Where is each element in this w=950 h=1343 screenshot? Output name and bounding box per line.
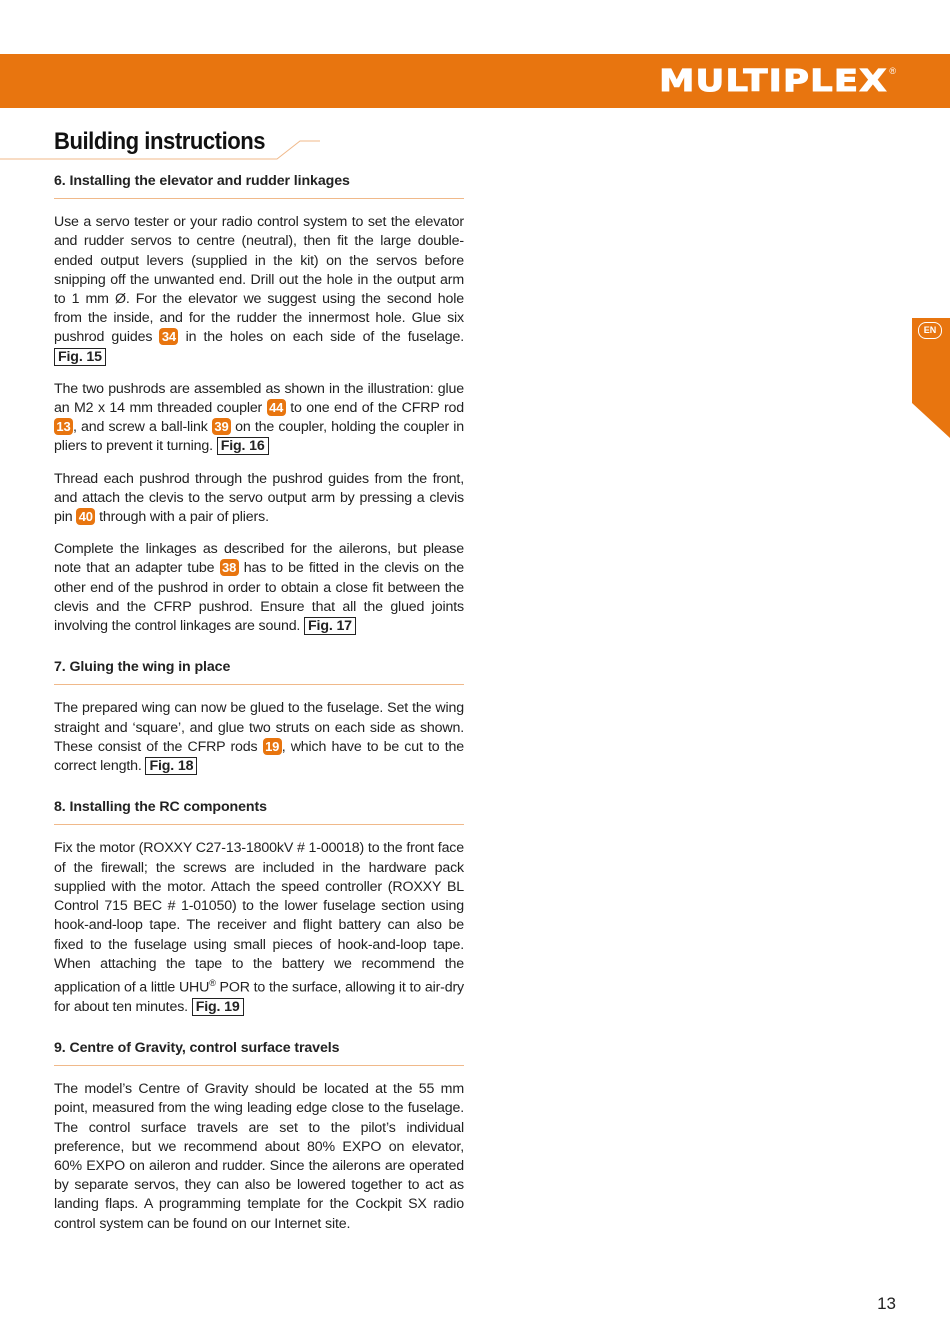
instructions-body <box>54 172 464 1247</box>
paragraph <box>54 213 464 367</box>
paragraph <box>54 699 464 776</box>
section-elevator-rudder-linkages <box>54 172 464 636</box>
part-number-badge: 19 <box>263 738 282 755</box>
text: POR to the surface, allowing it to air-dry for about ten minutes. <box>54 979 464 1015</box>
registered-mark: ® <box>209 977 216 988</box>
section-gluing-wing <box>54 658 464 776</box>
section-centre-of-gravity <box>54 1039 464 1234</box>
text: , and screw a ball-link <box>73 419 212 436</box>
figure-reference[interactable]: Fig. 17 <box>304 617 356 635</box>
text: on the coupler, holding the coupler in pliers to prevent it turning. <box>54 419 464 455</box>
text: , which have to be cut to the correct length. <box>54 738 464 775</box>
text: The model’s Centre of Gravity should be located at the 55 mm point, measured from the wing leading edge close to the fuselage. The control surface travels are set to the pilot’s individual preference, but we recommend about 80% EXPO on elevator, 60% EXPO on aileron and rudder. Since the ailerons are operated by separate servos, they can also be lowered together to act as landing flaps. A programming template for the Cockpit SX radio control system can be found on our Internet site. <box>54 1081 464 1232</box>
part-number-badge: 34 <box>159 328 178 345</box>
figure-reference[interactable]: Fig. 15 <box>54 348 106 366</box>
section-rc-components <box>54 798 464 1017</box>
text: The prepared wing can now be glued to the fuselage. Set the wing straight and ‘square’, and glue two struts on each side as shown. These consist of the CFRP rods <box>54 700 464 755</box>
figure-reference[interactable]: Fig. 19 <box>192 998 244 1016</box>
text: The two pushrods are assembled as shown in the illustration: glue an M2 x 14 mm threaded coupler <box>54 380 464 417</box>
section-title: 7. Gluing the wing in place <box>54 658 464 685</box>
registered-mark: ® <box>889 66 896 76</box>
brand-logo: MULTIPLEX <box>659 64 888 99</box>
text: Thread each pushrod through the pushrod guides from the front, and attach the clevis to the servo output arm by pressing a clevis pin <box>54 470 464 526</box>
paragraph <box>54 380 464 457</box>
page-heading-area <box>0 128 320 162</box>
text: in the holes on each side of the fuselage. <box>178 329 464 346</box>
figure-reference[interactable]: Fig. 16 <box>217 437 269 455</box>
text: Fix the motor (ROXXY C27-13-1800kV # 1-00018) to the front face of the firewall; the screws are included in the hardware pack supplied with the motor. Attach the speed controller (ROXXY BL Control 715 BEC # 1-01050) to the lower fuselage section using hook-and-loop tape. The receiver and flight battery can also be fixed to the fuselage using small pieces of hook-and-loop tape. When attaching the tape to the battery we recommend the application of a little UHU <box>54 840 464 996</box>
part-number-badge: 38 <box>220 559 239 576</box>
header-band <box>0 54 950 108</box>
figure-reference[interactable]: Fig. 18 <box>145 757 197 775</box>
text: Complete the linkages as described for the ailerons, but please note that an adapter tube <box>54 541 464 577</box>
section-title: 6. Installing the elevator and rudder linkages <box>54 172 464 199</box>
text: Use a servo tester or your radio control system to set the elevator and rudder servos to centre (neutral), then fit the large double-ended output levers (supplied in the kit) on the servos before snipping off the unwanted end. Drill out the hole in the output arm to 1 mm Ø. For the elevator we suggest using the second hole from the inside, and for the rudder the innermost hole. Glue six pushrod guides <box>54 214 464 346</box>
text: through with a pair of pliers. <box>95 509 269 526</box>
language-badge: EN <box>918 322 942 339</box>
section-title: 9. Centre of Gravity, control surface travels <box>54 1039 464 1066</box>
text: has to be fitted in the clevis on the other end of the pushrod in order to obtain a close fit between the clevis and the CFRP pushrod. Ensure that all the glued joints involving the control linkages are sound. <box>54 560 464 635</box>
part-number-badge: 44 <box>267 399 286 416</box>
text: to one end of the CFRP rod <box>285 400 464 417</box>
page-number: 13 <box>877 1294 896 1313</box>
part-number-badge: 13 <box>54 418 73 435</box>
part-number-badge: 39 <box>212 418 231 435</box>
section-title: 8. Installing the RC components <box>54 798 464 825</box>
paragraph <box>54 470 464 528</box>
paragraph <box>54 839 464 1017</box>
page-title: Building instructions <box>54 128 266 155</box>
paragraph <box>54 1080 464 1234</box>
part-number-badge: 40 <box>76 508 95 525</box>
paragraph <box>54 540 464 636</box>
